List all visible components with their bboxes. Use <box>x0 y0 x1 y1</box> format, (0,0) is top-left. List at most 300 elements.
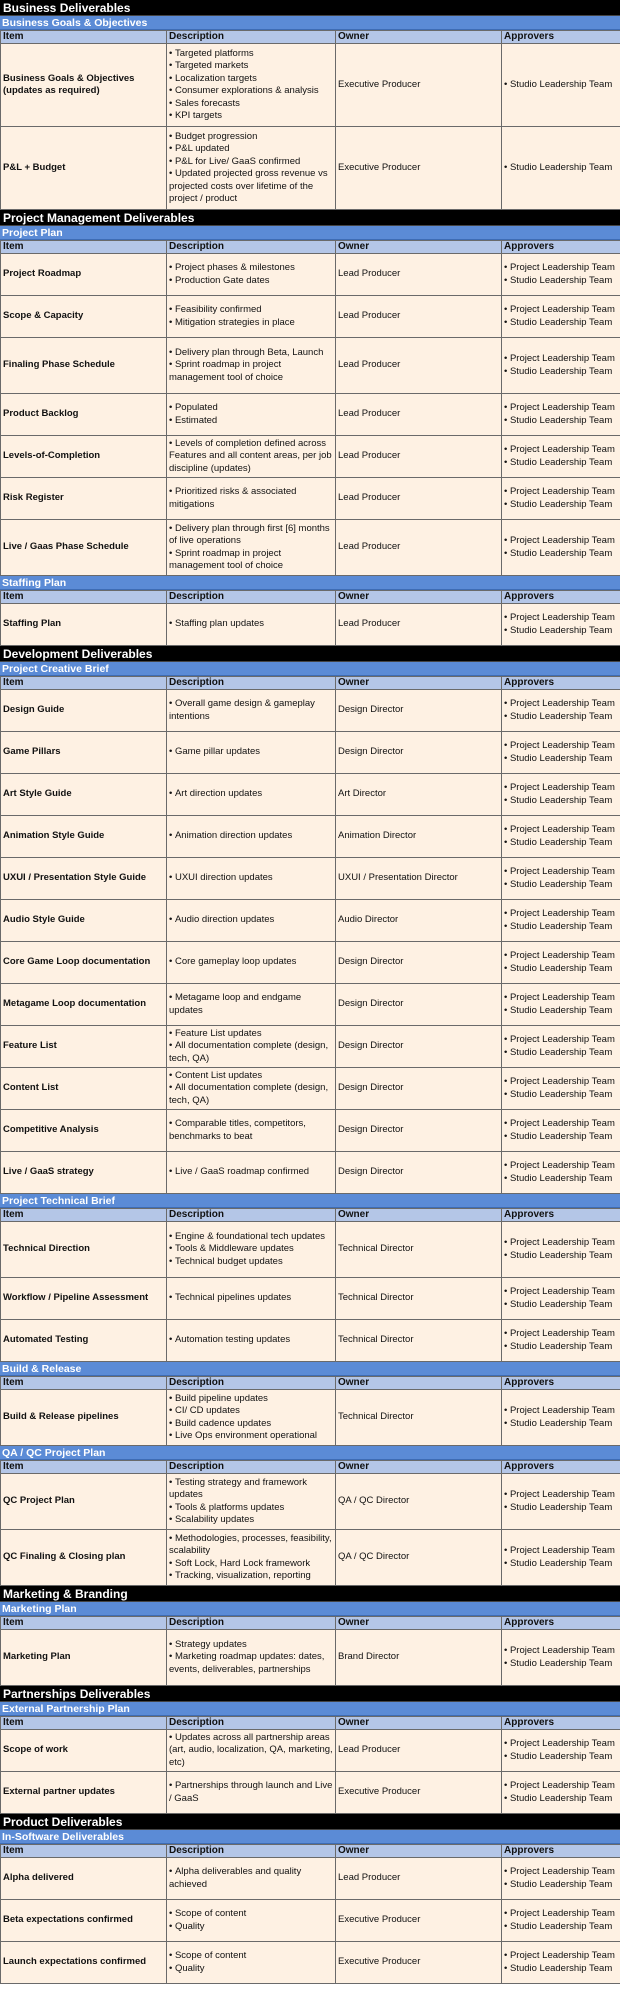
description-bullet: • Soft Lock, Hard Lock framework <box>169 1558 333 1571</box>
description-bullet: • Engine & foundational tech updates <box>169 1231 333 1244</box>
owner-cell: Design Director <box>336 1110 502 1152</box>
description-cell <box>167 1278 336 1320</box>
table-row <box>1 44 620 127</box>
description-bullet: • Technical budget updates <box>169 1256 333 1269</box>
approver-bullet: • Studio Leadership Team <box>504 1047 618 1060</box>
header-row <box>1 591 620 604</box>
group-title: In-Software Deliverables <box>0 1830 620 1844</box>
description-bullet: • Budget progression <box>169 131 333 144</box>
header-row <box>1 1845 620 1858</box>
approver-bullet: • Studio Leadership Team <box>504 415 618 428</box>
approver-bullet: • Studio Leadership Team <box>504 1418 618 1431</box>
approver-bullet: • Project Leadership Team <box>504 782 618 795</box>
description-bullet: • Targeted platforms <box>169 48 333 61</box>
column-header-approvers: Approvers <box>502 1209 620 1222</box>
approver-bullet: • Project Leadership Team <box>504 1738 618 1751</box>
description-cell <box>167 1110 336 1152</box>
description-bullet: • Partnerships through launch and Live / GaaS <box>169 1780 333 1805</box>
approver-bullet: • Project Leadership Team <box>504 1489 618 1502</box>
description-bullet: • Scalability updates <box>169 1514 333 1527</box>
item-cell: Art Style Guide <box>1 774 167 816</box>
item-cell: Business Goals & Objectives (updates as required) <box>1 44 167 127</box>
column-header-description: Description <box>167 1717 336 1730</box>
description-bullet: • Scope of content <box>169 1908 333 1921</box>
column-header-description: Description <box>167 1461 336 1474</box>
description-bullet: • Audio direction updates <box>169 914 333 927</box>
item-cell: Live / GaaS strategy <box>1 1152 167 1194</box>
item-cell: Alpha delivered <box>1 1858 167 1900</box>
approver-bullet: • Project Leadership Team <box>504 740 618 753</box>
approver-bullet: • Studio Leadership Team <box>504 753 618 766</box>
owner-cell: QA / QC Director <box>336 1530 502 1586</box>
table-row <box>1 1068 620 1110</box>
description-bullet: • Feasibility confirmed <box>169 304 333 317</box>
approvers-cell <box>502 1278 620 1320</box>
approver-bullet: • Project Leadership Team <box>504 1645 618 1658</box>
table-row <box>1 127 620 210</box>
description-cell <box>167 1222 336 1278</box>
description-bullet: • Production Gate dates <box>169 275 333 288</box>
column-header-approvers: Approvers <box>502 591 620 604</box>
owner-cell: Design Director <box>336 942 502 984</box>
item-cell: Automated Testing <box>1 1320 167 1362</box>
approvers-cell <box>502 1152 620 1194</box>
header-row <box>1 1617 620 1630</box>
item-cell: Metagame Loop documentation <box>1 984 167 1026</box>
description-bullet: • Alpha deliverables and quality achieved <box>169 1866 333 1891</box>
approver-bullet: • Studio Leadership Team <box>504 1751 618 1764</box>
deliverables-table <box>0 240 620 576</box>
description-cell <box>167 127 336 210</box>
column-header-owner: Owner <box>336 591 502 604</box>
approvers-cell <box>502 478 620 520</box>
column-header-owner: Owner <box>336 1209 502 1222</box>
approver-bullet: • Project Leadership Team <box>504 486 618 499</box>
item-cell: Content List <box>1 1068 167 1110</box>
column-header-description: Description <box>167 1377 336 1390</box>
approver-bullet: • Project Leadership Team <box>504 262 618 275</box>
approver-bullet: • Studio Leadership Team <box>504 457 618 470</box>
table-row <box>1 1026 620 1068</box>
owner-cell: Lead Producer <box>336 1858 502 1900</box>
column-header-approvers: Approvers <box>502 1717 620 1730</box>
description-bullet: • Metagame loop and endgame updates <box>169 992 333 1017</box>
owner-cell: Design Director <box>336 690 502 732</box>
column-header-owner: Owner <box>336 677 502 690</box>
column-header-owner: Owner <box>336 1461 502 1474</box>
approver-bullet: • Studio Leadership Team <box>504 1250 618 1263</box>
approver-bullet: • Project Leadership Team <box>504 444 618 457</box>
description-bullet: • Methodologies, processes, feasibility, scalability <box>169 1533 333 1558</box>
item-cell: QC Project Plan <box>1 1474 167 1530</box>
description-bullet: • Tools & platforms updates <box>169 1502 333 1515</box>
description-bullet: • Automation testing updates <box>169 1334 333 1347</box>
approver-bullet: • Studio Leadership Team <box>504 1005 618 1018</box>
description-cell <box>167 254 336 296</box>
approvers-cell <box>502 942 620 984</box>
item-cell: Feature List <box>1 1026 167 1068</box>
column-header-item: Item <box>1 1209 167 1222</box>
approver-bullet: • Project Leadership Team <box>504 1866 618 1879</box>
column-header-owner: Owner <box>336 1377 502 1390</box>
item-cell: Design Guide <box>1 690 167 732</box>
description-bullet: • Overall game design & gameplay intentions <box>169 698 333 723</box>
group-title: QA / QC Project Plan <box>0 1446 620 1460</box>
group-title: External Partnership Plan <box>0 1702 620 1716</box>
approver-bullet: • Project Leadership Team <box>504 1076 618 1089</box>
section-title: Development Deliverables <box>0 646 620 662</box>
owner-cell: Lead Producer <box>336 478 502 520</box>
description-cell <box>167 1068 336 1110</box>
approvers-cell <box>502 690 620 732</box>
approver-bullet: • Studio Leadership Team <box>504 1341 618 1354</box>
item-cell: Live / Gaas Phase Schedule <box>1 520 167 576</box>
description-bullet: • All documentation complete (design, tech, QA) <box>169 1082 333 1107</box>
approver-bullet: • Project Leadership Team <box>504 824 618 837</box>
deliverables-table <box>0 1844 620 1984</box>
table-row <box>1 1530 620 1586</box>
description-cell <box>167 732 336 774</box>
description-bullet: • Art direction updates <box>169 788 333 801</box>
owner-cell: Lead Producer <box>336 436 502 478</box>
description-bullet: • Sprint roadmap in project management tool of choice <box>169 359 333 384</box>
owner-cell: Executive Producer <box>336 1772 502 1814</box>
description-bullet: • All documentation complete (design, tech, QA) <box>169 1040 333 1065</box>
approvers-cell <box>502 436 620 478</box>
approver-bullet: • Project Leadership Team <box>504 1034 618 1047</box>
description-bullet: • Levels of completion defined across Features and all content areas, per job discipline (updates) <box>169 438 333 476</box>
table-row <box>1 1320 620 1362</box>
description-bullet: • Live / GaaS roadmap confirmed <box>169 1166 333 1179</box>
description-cell <box>167 690 336 732</box>
description-bullet: • Project phases & milestones <box>169 262 333 275</box>
approver-bullet: • Project Leadership Team <box>504 1118 618 1131</box>
description-cell <box>167 436 336 478</box>
owner-cell: Lead Producer <box>336 296 502 338</box>
table-row <box>1 1630 620 1686</box>
table-row <box>1 394 620 436</box>
description-cell <box>167 44 336 127</box>
approver-bullet: • Project Leadership Team <box>504 1237 618 1250</box>
item-cell: Workflow / Pipeline Assessment <box>1 1278 167 1320</box>
description-bullet: • Delivery plan through Beta, Launch <box>169 347 333 360</box>
description-bullet: • Targeted markets <box>169 60 333 73</box>
approvers-cell <box>502 1630 620 1686</box>
table-row <box>1 858 620 900</box>
owner-cell: Lead Producer <box>336 254 502 296</box>
description-bullet: • Strategy updates <box>169 1639 333 1652</box>
approvers-cell <box>502 254 620 296</box>
table-row <box>1 1730 620 1772</box>
deliverables-table <box>0 590 620 646</box>
table-row <box>1 1152 620 1194</box>
item-cell: Project Roadmap <box>1 254 167 296</box>
approver-bullet: • Studio Leadership Team <box>504 1089 618 1102</box>
approvers-cell <box>502 1772 620 1814</box>
table-row <box>1 436 620 478</box>
column-header-item: Item <box>1 1617 167 1630</box>
column-header-approvers: Approvers <box>502 677 620 690</box>
owner-cell: UXUI / Presentation Director <box>336 858 502 900</box>
column-header-approvers: Approvers <box>502 1845 620 1858</box>
description-cell <box>167 942 336 984</box>
owner-cell: Art Director <box>336 774 502 816</box>
header-row <box>1 677 620 690</box>
column-header-owner: Owner <box>336 1845 502 1858</box>
approvers-cell <box>502 1730 620 1772</box>
item-cell: Audio Style Guide <box>1 900 167 942</box>
approvers-cell <box>502 1110 620 1152</box>
column-header-owner: Owner <box>336 1717 502 1730</box>
column-header-approvers: Approvers <box>502 1617 620 1630</box>
description-bullet: • Populated <box>169 402 333 415</box>
approvers-cell <box>502 1474 620 1530</box>
column-header-approvers: Approvers <box>502 1461 620 1474</box>
description-cell <box>167 394 336 436</box>
description-bullet: • UXUI direction updates <box>169 872 333 885</box>
approver-bullet: • Project Leadership Team <box>504 908 618 921</box>
owner-cell: Brand Director <box>336 1630 502 1686</box>
item-cell: Competitive Analysis <box>1 1110 167 1152</box>
table-row <box>1 1390 620 1446</box>
table-row <box>1 1942 620 1984</box>
description-cell <box>167 1858 336 1900</box>
column-header-approvers: Approvers <box>502 31 620 44</box>
description-cell <box>167 1630 336 1686</box>
deliverables-table <box>0 30 620 210</box>
section-title: Product Deliverables <box>0 1814 620 1830</box>
description-cell <box>167 984 336 1026</box>
approvers-cell <box>502 338 620 394</box>
description-cell <box>167 478 336 520</box>
column-header-owner: Owner <box>336 1617 502 1630</box>
approver-bullet: • Studio Leadership Team <box>504 921 618 934</box>
table-row <box>1 942 620 984</box>
approver-bullet: • Project Leadership Team <box>504 1950 618 1963</box>
column-header-description: Description <box>167 241 336 254</box>
approver-bullet: • Studio Leadership Team <box>504 795 618 808</box>
description-bullet: • Technical pipelines updates <box>169 1292 333 1305</box>
owner-cell: Executive Producer <box>336 127 502 210</box>
description-bullet: • Feature List updates <box>169 1028 333 1041</box>
owner-cell: Technical Director <box>336 1320 502 1362</box>
description-cell <box>167 1390 336 1446</box>
column-header-owner: Owner <box>336 31 502 44</box>
header-row <box>1 31 620 44</box>
item-cell: Marketing Plan <box>1 1630 167 1686</box>
description-cell <box>167 858 336 900</box>
description-cell <box>167 1152 336 1194</box>
section-title: Partnerships Deliverables <box>0 1686 620 1702</box>
approver-bullet: • Studio Leadership Team <box>504 963 618 976</box>
owner-cell: Executive Producer <box>336 44 502 127</box>
description-cell <box>167 338 336 394</box>
column-header-description: Description <box>167 1845 336 1858</box>
approver-bullet: • Studio Leadership Team <box>504 1558 618 1571</box>
deliverables-table <box>0 1208 620 1362</box>
column-header-description: Description <box>167 1209 336 1222</box>
description-bullet: • Sprint roadmap in project management tool of choice <box>169 548 333 573</box>
description-bullet: • KPI targets <box>169 110 333 123</box>
description-bullet: • Staffing plan updates <box>169 618 333 631</box>
approver-bullet: • Studio Leadership Team <box>504 837 618 850</box>
description-cell <box>167 1026 336 1068</box>
description-bullet: • Build pipeline updates <box>169 1393 333 1406</box>
description-bullet: • Prioritized risks & associated mitigations <box>169 486 333 511</box>
approvers-cell <box>502 1026 620 1068</box>
column-header-item: Item <box>1 1461 167 1474</box>
item-cell: Scope of work <box>1 1730 167 1772</box>
table-row <box>1 1772 620 1814</box>
description-cell <box>167 520 336 576</box>
approver-bullet: • Project Leadership Team <box>504 1328 618 1341</box>
description-cell <box>167 604 336 646</box>
approvers-cell <box>502 1390 620 1446</box>
approver-bullet: • Project Leadership Team <box>504 304 618 317</box>
owner-cell: Executive Producer <box>336 1942 502 1984</box>
description-bullet: • Content List updates <box>169 1070 333 1083</box>
column-header-item: Item <box>1 1717 167 1730</box>
approvers-cell <box>502 44 620 127</box>
column-header-approvers: Approvers <box>502 241 620 254</box>
owner-cell: Technical Director <box>336 1390 502 1446</box>
deliverables-table <box>0 1616 620 1686</box>
column-header-item: Item <box>1 677 167 690</box>
description-bullet: • Build cadence updates <box>169 1418 333 1431</box>
section-title: Marketing & Branding <box>0 1586 620 1602</box>
approver-bullet: • Project Leadership Team <box>504 992 618 1005</box>
table-row <box>1 816 620 858</box>
item-cell: Product Backlog <box>1 394 167 436</box>
description-bullet: • Marketing roadmap updates: dates, events, deliverables, partnerships <box>169 1651 333 1676</box>
description-cell <box>167 816 336 858</box>
approver-bullet: • Project Leadership Team <box>504 698 618 711</box>
description-bullet: • Tracking, visualization, reporting <box>169 1570 333 1583</box>
column-header-description: Description <box>167 1617 336 1630</box>
approver-bullet: • Project Leadership Team <box>504 1160 618 1173</box>
description-cell <box>167 1900 336 1942</box>
description-bullet: • Game pillar updates <box>169 746 333 759</box>
item-cell: Game Pillars <box>1 732 167 774</box>
description-bullet: • Scope of content <box>169 1950 333 1963</box>
approvers-cell <box>502 1900 620 1942</box>
column-header-item: Item <box>1 1377 167 1390</box>
deliverables-table <box>0 1716 620 1814</box>
owner-cell: Audio Director <box>336 900 502 942</box>
owner-cell: Technical Director <box>336 1278 502 1320</box>
header-row <box>1 1461 620 1474</box>
section-title: Project Management Deliverables <box>0 210 620 226</box>
table-row <box>1 774 620 816</box>
approver-bullet: • Project Leadership Team <box>504 1908 618 1921</box>
item-cell: External partner updates <box>1 1772 167 1814</box>
item-cell: Animation Style Guide <box>1 816 167 858</box>
item-cell: P&L + Budget <box>1 127 167 210</box>
owner-cell: Design Director <box>336 1068 502 1110</box>
column-header-item: Item <box>1 591 167 604</box>
owner-cell: QA / QC Director <box>336 1474 502 1530</box>
description-cell <box>167 1772 336 1814</box>
group-title: Marketing Plan <box>0 1602 620 1616</box>
approvers-cell <box>502 816 620 858</box>
deliverables-table <box>0 1376 620 1446</box>
item-cell: Staffing Plan <box>1 604 167 646</box>
approver-bullet: • Project Leadership Team <box>504 402 618 415</box>
description-bullet: • Quality <box>169 1921 333 1934</box>
approver-bullet: • Studio Leadership Team <box>504 275 618 288</box>
group-title: Business Goals & Objectives <box>0 16 620 30</box>
item-cell: Launch expectations confirmed <box>1 1942 167 1984</box>
group-title: Project Plan <box>0 226 620 240</box>
approvers-cell <box>502 984 620 1026</box>
approvers-cell <box>502 732 620 774</box>
table-row <box>1 1110 620 1152</box>
description-bullet: • Delivery plan through first [6] months of live operations <box>169 523 333 548</box>
item-cell: Finaling Phase Schedule <box>1 338 167 394</box>
approver-bullet: • Project Leadership Team <box>504 1545 618 1558</box>
approver-bullet: • Project Leadership Team <box>504 612 618 625</box>
description-cell <box>167 774 336 816</box>
approver-bullet: • Studio Leadership Team <box>504 1793 618 1806</box>
approver-bullet: • Studio Leadership Team <box>504 1502 618 1515</box>
approver-bullet: • Studio Leadership Team <box>504 499 618 512</box>
owner-cell: Design Director <box>336 1026 502 1068</box>
description-bullet: • P&L updated <box>169 143 333 156</box>
approver-bullet: • Studio Leadership Team <box>504 79 618 92</box>
description-bullet: • Estimated <box>169 415 333 428</box>
header-row <box>1 1717 620 1730</box>
column-header-description: Description <box>167 31 336 44</box>
item-cell: Risk Register <box>1 478 167 520</box>
approvers-cell <box>502 1858 620 1900</box>
description-bullet: • Animation direction updates <box>169 830 333 843</box>
description-bullet: • Localization targets <box>169 73 333 86</box>
approver-bullet: • Studio Leadership Team <box>504 1658 618 1671</box>
approver-bullet: • Studio Leadership Team <box>504 317 618 330</box>
approver-bullet: • Studio Leadership Team <box>504 625 618 638</box>
description-cell <box>167 296 336 338</box>
owner-cell: Design Director <box>336 1152 502 1194</box>
approver-bullet: • Studio Leadership Team <box>504 711 618 724</box>
table-row <box>1 296 620 338</box>
table-row <box>1 984 620 1026</box>
approver-bullet: • Studio Leadership Team <box>504 366 618 379</box>
column-header-item: Item <box>1 31 167 44</box>
owner-cell: Lead Producer <box>336 1730 502 1772</box>
table-row <box>1 900 620 942</box>
approver-bullet: • Project Leadership Team <box>504 1405 618 1418</box>
description-cell <box>167 1530 336 1586</box>
group-title: Project Creative Brief <box>0 662 620 676</box>
approvers-cell <box>502 1942 620 1984</box>
approvers-cell <box>502 520 620 576</box>
column-header-item: Item <box>1 241 167 254</box>
header-row <box>1 1377 620 1390</box>
item-cell: Scope & Capacity <box>1 296 167 338</box>
item-cell: UXUI / Presentation Style Guide <box>1 858 167 900</box>
owner-cell: Lead Producer <box>336 338 502 394</box>
table-row <box>1 1900 620 1942</box>
group-title: Build & Release <box>0 1362 620 1376</box>
item-cell: Build & Release pipelines <box>1 1390 167 1446</box>
section-title: Business Deliverables <box>0 0 620 16</box>
owner-cell: Animation Director <box>336 816 502 858</box>
table-row <box>1 1278 620 1320</box>
approver-bullet: • Studio Leadership Team <box>504 1131 618 1144</box>
approver-bullet: • Studio Leadership Team <box>504 162 618 175</box>
approvers-cell <box>502 774 620 816</box>
description-cell <box>167 900 336 942</box>
